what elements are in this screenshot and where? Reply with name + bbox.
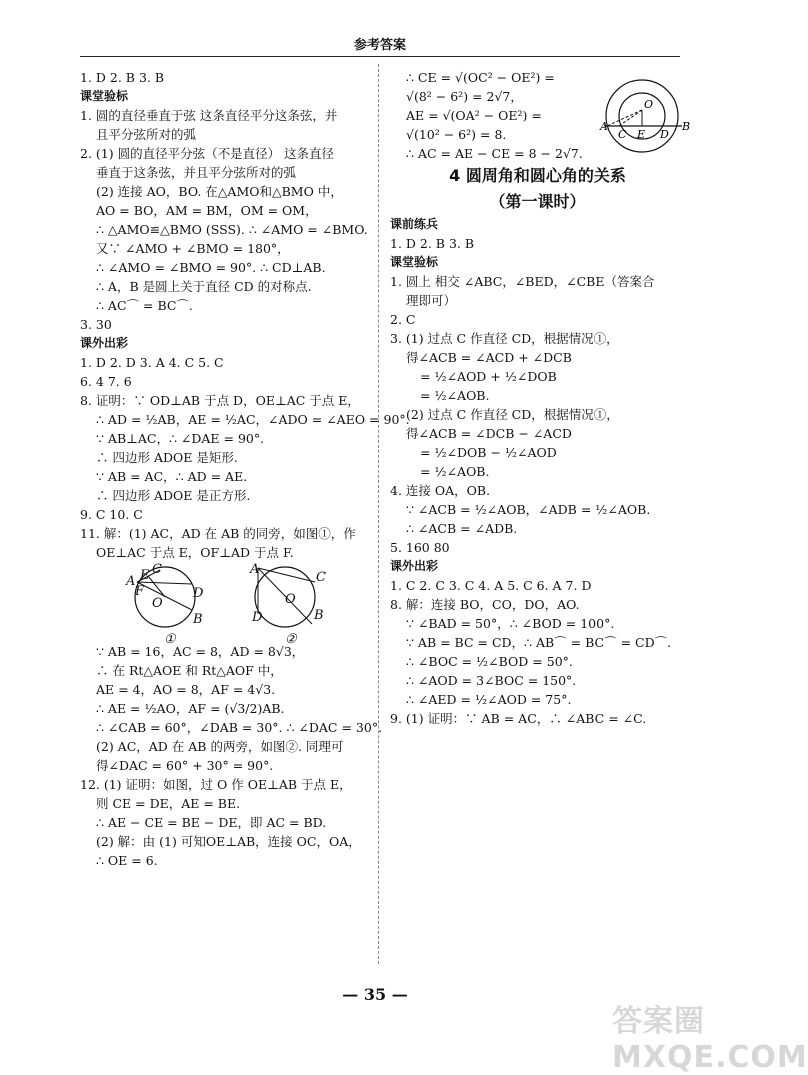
answer-line: ∴ AE − CE = BE − DE，即 AC = BD. [96, 815, 327, 830]
answer-line: 得∠ACB = ∠ACD + ∠DCB [406, 350, 572, 365]
answer-line: 1. 圆的直径垂直于弦 这条直径平分这条弦，并 [80, 108, 338, 123]
answer-line: 6. 4 7. 6 [80, 374, 132, 389]
fig1-label: B [193, 612, 203, 627]
circle-label-D: D [660, 128, 669, 141]
answer-line: 理即可） [406, 293, 457, 308]
fig1-label: F [135, 584, 145, 599]
concentric-circles-figure [600, 78, 690, 158]
answer-line: 垂直于这条弦，并且平分弦所对的弧 [96, 165, 297, 180]
answer-line: 5. 160 80 [390, 540, 450, 555]
answer-line: ∴ AE = ½AO，AF = (√3/2)AB. [96, 701, 285, 716]
answer-line: 11. 解：(1) AC，AD 在 AB 的同旁，如图①，作 [80, 526, 356, 541]
answer-line: (2) AC，AD 在 AB 的两旁，如图②. 同理可 [96, 739, 344, 754]
answer-line: ∴ ∠BOC = ½∠BOD = 50°. [406, 654, 573, 669]
circle-label-O: O [644, 98, 654, 111]
section-heading: 课外出彩 [390, 559, 439, 573]
answer-line: ∵ AB = 16，AC = 8，AD = 8√3， [96, 644, 305, 659]
answer-line: = ½∠AOB. [420, 464, 490, 479]
section-heading: 课堂验标 [390, 255, 439, 269]
answer-line: = ½∠AOB. [420, 388, 490, 403]
answer-line: AE = √(OA² − OE²) = [406, 108, 542, 123]
answer-line: ∴ ∠CAB = 60°，∠DAB = 30°. ∴ ∠DAC = 30°. [96, 720, 383, 735]
answer-line: ∴ 四边形 ADOE 是正方形. [96, 488, 251, 503]
answer-line: ∴ CE = √(OC² − OE²) = [406, 70, 555, 85]
answer-line: 1. D 2. B 3. B [80, 70, 165, 85]
answer-line: (2) 连接 AO，BO. 在△AMO和△BMO 中， [96, 184, 343, 199]
section-heading: 课前练兵 [390, 217, 439, 231]
answer-line: = ½∠AOD + ½∠DOB [420, 369, 557, 384]
circle-label-C: C [618, 128, 627, 141]
page-number: — 35 — [342, 985, 408, 1004]
answer-line: 3. (1) 过点 C 作直径 CD，根据情况①， [390, 331, 619, 346]
fig2-label: C [316, 570, 326, 585]
answer-line: 8. 解：连接 BO，CO，DO，AO. [390, 597, 580, 612]
answer-line: AO = BO，AM = BM，OM = OM， [96, 203, 318, 218]
fig2-label: ② [285, 632, 297, 647]
answer-line: 9. (1) 证明：∵ AB = AC，∴ ∠ABC = ∠C. [390, 711, 647, 726]
chapter-title: （第一课时） [489, 192, 586, 211]
answer-line: ∴ ∠AOD = 3∠BOC = 150°. [406, 673, 577, 688]
answer-line: 且平分弦所对的弧 [96, 127, 197, 142]
section-heading: 课堂验标 [80, 89, 129, 103]
answer-line: 1. 圆上 相交 ∠ABC，∠BED，∠CBE（答案合 [390, 274, 655, 289]
answer-line: √(8² − 6²) = 2√7， [406, 89, 523, 104]
answer-line: ∴ 四边形 ADOE 是矩形. [96, 450, 238, 465]
answer-line: 得∠ACB = ∠DCB − ∠ACD [406, 426, 572, 441]
answer-line: 则 CE = DE，AE = BE. [96, 796, 241, 811]
answer-line: 12. (1) 证明：如图，过 O 作 OE⊥AB 于点 E， [80, 777, 352, 792]
fig2-label: O [285, 592, 296, 607]
column-divider [378, 64, 379, 964]
fig1-label: ① [164, 632, 176, 647]
answer-line: 1. D 2. D 3. A 4. C 5. C [80, 355, 224, 370]
right-column [390, 68, 685, 728]
fig2-label: B [314, 608, 324, 623]
answer-line: OE⊥AC 于点 E，OF⊥AD 于点 F. [96, 545, 294, 560]
circle-label-E: E [637, 128, 646, 141]
answer-line: 1. C 2. C 3. C 4. A 5. C 6. A 7. D [390, 578, 592, 593]
answer-line: ∵ AB = AC，∴ AD = AE. [96, 469, 248, 484]
answer-line: (2) 过点 C 作直径 CD，根据情况①， [406, 407, 619, 422]
fig1-label: E [140, 568, 150, 583]
answer-line: 1. D 2. B 3. B [390, 236, 475, 251]
answer-line: ∴ ∠AED = ½∠AOD = 75°. [406, 692, 572, 707]
answer-line: ∴ AD = ½AB，AE = ½AC，∠ADO = ∠AEO = 90°. [96, 412, 410, 427]
answer-line: 又∵ ∠AMO + ∠BMO = 180°， [96, 241, 290, 256]
fig2-label: D [252, 610, 263, 625]
answer-line: ∵ ∠ACB = ½∠AOB，∠ADB = ½∠AOB. [406, 502, 651, 517]
answer-line: (2) 解：由 (1) 可知OE⊥AB，连接 OC，OA， [96, 834, 361, 849]
fig1-label: O [152, 596, 163, 611]
answer-line: ∴ OE = 6. [96, 853, 158, 868]
fig2-label: A [250, 562, 260, 577]
answer-line: 4. 连接 OA，OB. [390, 483, 491, 498]
figure-11 [80, 562, 370, 647]
answer-line: 3. 30 [80, 317, 112, 332]
section-heading: 课外出彩 [80, 336, 129, 350]
answer-line: ∴ ∠AMO = ∠BMO = 90°. ∴ CD⊥AB. [96, 260, 326, 275]
answer-line: ∴ AC = AE − CE = 8 − 2√7. [406, 146, 583, 161]
answer-line: ∴ A，B 是圆上关于直径 CD 的对称点. [96, 279, 312, 294]
chapter-title: 4 圆周角和圆心角的关系 [449, 166, 626, 185]
answer-line: ∴ ∠ACB = ∠ADB. [406, 521, 518, 536]
answer-line: ∵ AB = BC = CD，∴ AB⌒ = BC⌒ = CD⌒. [406, 635, 672, 650]
answer-line: ∴ AC⌒ = BC⌒. [96, 298, 193, 313]
header-rule [80, 56, 680, 57]
answer-line: 2. C [390, 312, 416, 327]
answer-line: √(10² − 6²) = 8. [406, 127, 507, 142]
page-header: 参考答案 [353, 38, 406, 53]
answer-line: ∴ 在 Rt△AOE 和 Rt△AOF 中， [96, 663, 283, 678]
fig1-label: C [152, 562, 162, 577]
answer-line: 得∠DAC = 60° + 30° = 90°. [96, 758, 274, 773]
answer-line: 9. C 10. C [80, 507, 143, 522]
answer-line: ∴ △AMO≌△BMO (SSS). ∴ ∠AMO = ∠BMO. [96, 222, 368, 237]
answer-line: = ½∠DOB − ½∠AOD [420, 445, 557, 460]
answer-line: 2. (1) 圆的直径平分弦（不是直径） 这条直径 [80, 146, 335, 161]
circle-label-A: A [600, 120, 608, 133]
watermark: 答案圈 MXQE.COM [612, 1004, 808, 1075]
answer-line: ∵ AB⊥AC，∴ ∠DAE = 90°. [96, 431, 265, 446]
answer-line: AE = 4，AO = 8，AF = 4√3. [96, 682, 276, 697]
circle-label-B: B [682, 120, 691, 133]
fig1-label: A [126, 574, 136, 589]
answer-line: ∵ ∠BAD = 50°，∴ ∠BOD = 100°. [406, 616, 615, 631]
fig1-label: D [193, 586, 204, 601]
answer-line: 8. 证明：∵ OD⊥AB 于点 D，OE⊥AC 于点 E， [80, 393, 360, 408]
